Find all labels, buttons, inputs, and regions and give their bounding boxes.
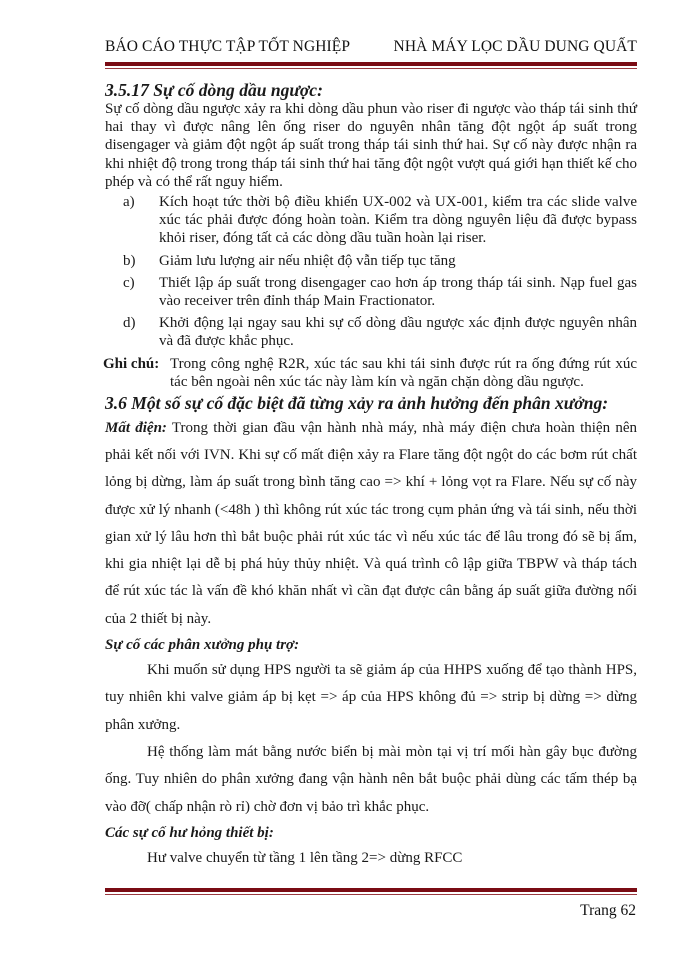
header-rule-thin	[105, 68, 637, 69]
list-marker: a)	[123, 194, 135, 211]
list-item-text: Khởi động lại ngay sau khi sự cố dòng dầu ngược xác định được nguyên nhân và đã được khắc phục.	[159, 315, 637, 350]
paragraph-backflow-intro: Sự cố dòng dầu ngược xảy ra khi dòng dầu phun vào riser đi ngược vào tháp tái sinh thứ hai thay vì được nâng lên ống riser do nguyên nhân tăng đột ngột áp suất trong disengager và giảm đột ngột áp suất trong tháp tái sinh thứ hai. Sự cố này được nhận ra khi nhiệt độ trong trong tháp tái sinh thứ hai tăng đột ngột vượt quá giới hạn thiết kế cho phép và có thể rất nguy hiểm.	[105, 101, 637, 190]
page-body	[105, 80, 637, 872]
paragraph-auxiliary-hps: Khi muốn sử dụng HPS người ta sẽ giảm áp của HHPS xuống để tạo thành HPS, tuy nhiên khi valve giảm áp bị kẹt => áp của HPS không đủ => strip bị dừng => dừng phân xưởng.	[105, 662, 637, 733]
list-item	[123, 274, 637, 310]
list-marker: b)	[123, 252, 136, 269]
list-item-text: Kích hoạt tức thời bộ điều khiển UX-002 và UX-001, kiểm tra các slide valve xúc tác phải được đóng hoàn toàn. Kiểm tra dòng nguyên liệu đã được bypass khỏi riser, đóng tất cả các dòng dầu tuần hoàn lại riser.	[159, 194, 637, 247]
page-header	[105, 38, 637, 56]
procedure-list	[105, 193, 637, 351]
section-title-3-5-17: 3.5.17 Sự cố dòng dầu ngược:	[105, 80, 323, 100]
footer-rule-thick	[105, 888, 637, 892]
paragraph-equipment-valve: Hư valve chuyển từ tầng 1 lên tầng 2=> dừng RFCC	[147, 849, 463, 866]
header-plant-name: NHÀ MÁY LỌC DẦU DUNG QUẤT	[393, 38, 637, 55]
power-loss-lead: Mất điện:	[105, 419, 167, 436]
list-marker: d)	[123, 315, 136, 332]
list-item	[123, 193, 637, 248]
note-text: Trong công nghệ R2R, xúc tác sau khi tái sinh được rút ra ống đứng rút xúc tác bên ngoài nên xúc tác này làm kín và ngăn chặn dòng dầu ngược.	[170, 355, 637, 390]
section-title-3-6: 3.6 Một số sự cố đặc biệt đã từng xảy ra ảnh hưởng đến phân xưởng:	[105, 392, 609, 413]
note-label: Ghi chú:	[103, 355, 160, 372]
list-item	[123, 314, 637, 350]
subsection-title-auxiliary: Sự cố các phân xưởng phụ trợ:	[105, 637, 300, 654]
paragraph-power-loss	[105, 415, 637, 633]
list-marker: c)	[123, 274, 135, 291]
page-number: Trang 62	[580, 902, 636, 919]
list-item-text: Thiết lập áp suất trong disengager cao hơn áp trong tháp tái sinh. Nạp fuel gas vào receiver trên đỉnh tháp Main Fractionator.	[159, 274, 637, 310]
header-rule-thick	[105, 62, 637, 66]
power-loss-text: Trong thời gian đầu vận hành nhà máy, nhà máy điện chưa hoàn thiện nên phải kết nối với IVN. Khi sự cố mất điện xảy ra Flare tăng đột ngột do các bơm rút chất lỏng bị dừng, làm áp suất trong bình tăng cao => khí + lỏng vọt ra Flare. Nếu sự cố này được xử lý nhanh (<48h ) thì không rút xúc tác trong cụm phản ứng và tái sinh, nếu thời gian xử lý lâu hơn thì bắt buộc phải rút xúc tác vì nếu xúc tác để lâu trong đó sẽ bị ẩm, khi gia nhiệt lại dễ bị phá hủy thủy nhiệt. Và quá trình cô lập giữa TBPW và tháp tách để rút xúc tác là vấn đề khó khăn nhất vì cần đạt được cân bằng áp suất giữa đường nối của 2 thiết bị này.	[105, 419, 638, 627]
subsection-title-equipment: Các sự cố hư hỏng thiết bị:	[105, 824, 274, 841]
paragraph-auxiliary-seawater: Hệ thống làm mát bằng nước biển bị mài mòn tại vị trí mối hàn gây bục đường ống. Tuy nhiên do phân xưởng đang vận hành nên bắt buộc phải dùng các tấm thép bạ vào đỡ( chấp nhận rò rỉ) chờ đơn vị bảo trì khắc phục.	[105, 743, 637, 815]
note-block	[105, 355, 637, 391]
header-report-title: BÁO CÁO THỰC TẬP TỐT NGHIỆP	[105, 38, 351, 55]
list-item	[123, 252, 637, 270]
footer-rule-thin	[105, 894, 637, 895]
list-item-text: Giảm lưu lượng air nếu nhiệt độ vẫn tiếp tục tăng	[159, 252, 456, 269]
